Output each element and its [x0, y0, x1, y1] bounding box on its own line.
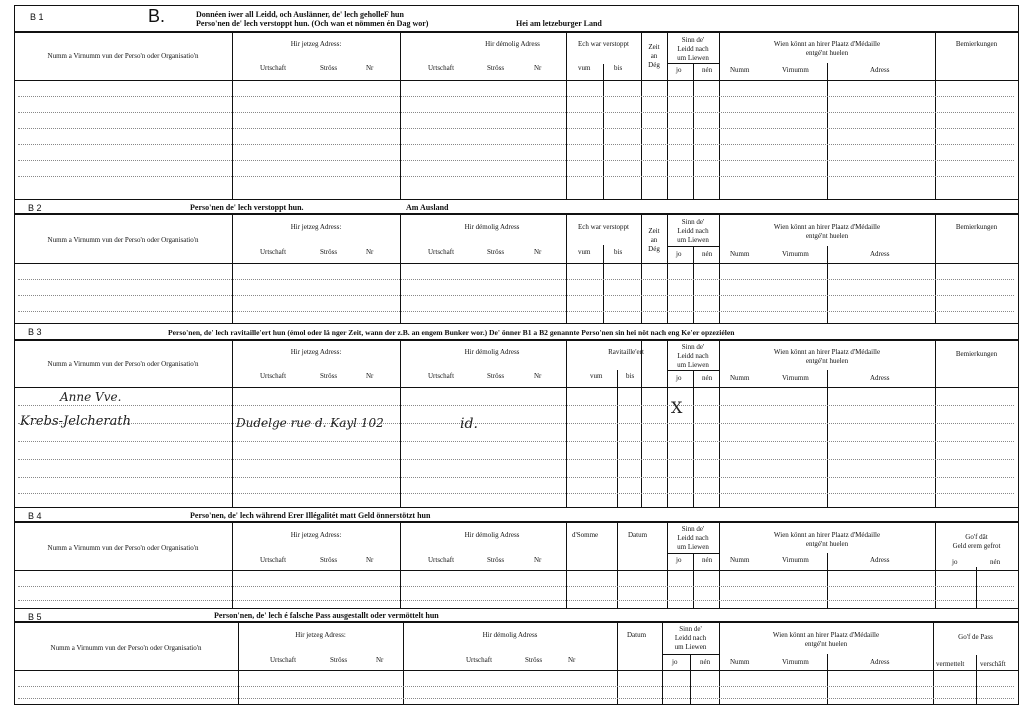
table-rule — [976, 655, 977, 704]
table-rule — [690, 654, 691, 704]
table-rule — [617, 370, 618, 507]
column-header-label: an — [650, 236, 658, 244]
table-rule — [18, 295, 1014, 296]
column-header-label: Go'f de Pass — [958, 633, 993, 641]
column-header-label: vum — [578, 248, 591, 256]
b4-title: Perso'nen, de' lech während Erer Illégalitét matt Geld önnerstötzt hun — [190, 511, 431, 520]
table-rule — [18, 459, 1014, 460]
column-header-label: Datum — [627, 631, 647, 639]
column-header-label: vermettelt — [936, 660, 965, 668]
column-header-label: nén — [702, 66, 713, 74]
column-header-label: Sinn de' — [681, 343, 705, 351]
column-header-label: Leidd nach — [677, 534, 709, 542]
column-header-label: Hir démolig Adress — [464, 348, 520, 356]
handwritten-name-line1: Anne Vve. — [60, 390, 122, 404]
column-header-label: nén — [702, 556, 713, 564]
column-header-label: Nr — [376, 656, 384, 664]
column-header-label: Nr — [366, 64, 374, 72]
b1-col-name: Numm a Virnumm vun der Perso'n oder Organisatio'n — [47, 52, 199, 60]
column-header-label: verschâft — [980, 660, 1006, 668]
column-header-label: bis — [626, 372, 635, 380]
column-header-label: Virnumm — [782, 250, 809, 258]
column-header-label: Urtschaft — [270, 656, 297, 664]
column-header-label: Numm a Virnumm vun der Perso'n oder Organisatio'n — [47, 360, 199, 368]
column-header-label: Ströss — [487, 556, 505, 564]
column-header-label: Ströss — [320, 248, 338, 256]
table-rule — [18, 96, 1014, 97]
column-header-label: Virnumm — [782, 66, 809, 74]
b3-title: Perso'nen, de' lech ravitaille'ert hun (émol oder lä nger Zeit, wann der z.B. an engem Bunker wor.) De' önner B1 a B2 genannte Perso'nen sin hei nöt nach eng Ke'er opzeziélen — [168, 328, 735, 337]
column-header-label: Bemierkungen — [955, 223, 998, 231]
b5-code: B 5 — [28, 612, 42, 622]
column-header-label: Urtschaft — [260, 248, 287, 256]
column-header-label: Ströss — [320, 556, 338, 564]
column-header-label: Numm — [730, 250, 750, 258]
table-rule — [18, 600, 1014, 601]
column-header-label: Numm a Virnumm vun der Perso'n oder Organisatio'n — [47, 236, 199, 244]
b3-code: B 3 — [28, 327, 42, 337]
table-rule — [14, 80, 1018, 81]
b5-title: Person'nen, de' lech é falsche Pass ausgestallt oder vermöttelt hun — [214, 611, 439, 620]
column-header-label: Nr — [534, 372, 542, 380]
column-header-label: um Liewen — [677, 54, 709, 62]
column-header-label: Urtschaft — [428, 372, 455, 380]
table-rule — [827, 370, 828, 507]
column-header-label: Hir démolig Adress — [482, 631, 538, 639]
column-header-label: Adress — [870, 556, 890, 564]
b4-code: B 4 — [28, 511, 42, 521]
column-header-label: nén — [700, 658, 711, 666]
table-rule — [18, 311, 1014, 312]
table-rule — [18, 477, 1014, 478]
column-header-label: Hir démolig Adress — [464, 531, 520, 539]
column-header-label: entgé'nt huelen — [804, 640, 848, 648]
column-header-label: Adress — [870, 374, 890, 382]
table-rule — [14, 570, 1018, 571]
column-header-label: Numm a Virnumm vun der Perso'n oder Organisatio'n — [50, 644, 202, 652]
column-header-label: bis — [614, 248, 623, 256]
column-header-label: Numm — [730, 374, 750, 382]
column-header-label: Urtschaft — [260, 372, 287, 380]
column-header-label: Nr — [366, 556, 374, 564]
column-header-label: Go'f dât — [965, 533, 988, 541]
column-header-label: d'Somme — [572, 531, 599, 539]
column-header-label: Hir jetzeg Adress: — [290, 348, 342, 356]
column-header-label: Numm — [730, 66, 750, 74]
column-header-label: Sinn de' — [679, 625, 702, 633]
column-header-label: jo — [676, 66, 682, 74]
column-header-label: Wien könnt an hirer Plaatz d'Médaille — [772, 631, 880, 639]
frame-bottom — [14, 704, 1018, 705]
table-rule — [14, 387, 1018, 388]
column-header-label: Leidd nach — [677, 227, 709, 235]
column-header-label: nén — [990, 558, 1001, 566]
column-header-label: Virnumm — [782, 556, 809, 564]
b2-code: B 2 — [28, 203, 42, 213]
column-header-label: Ströss — [330, 656, 348, 664]
column-header-label: Urtschaft — [260, 64, 287, 72]
column-header-label: Nr — [534, 248, 542, 256]
frame-left — [14, 5, 15, 705]
column-header-label: um Liewen — [677, 361, 709, 369]
b2-title-1: Perso'nen de' lech verstoppt hun. — [190, 203, 304, 212]
b1-title-1: Donnéen iwer all Leidd, och Auslänner, de' lech geholleF hun — [196, 10, 404, 19]
column-header-label: Hir jetzeg Adress: — [295, 631, 346, 639]
handwritten-mark: X — [671, 398, 683, 417]
column-header-label: entgé'nt huelen — [805, 49, 849, 57]
column-header-label: Leidd nach — [677, 352, 709, 360]
b2-title-2: Am Ausland — [406, 203, 449, 212]
column-header-label: Bemierkungen — [955, 40, 998, 48]
column-header-label: Hir jetzeg Adress: — [290, 223, 342, 231]
b1-col-jetzeg: Hir jetzeg Adress: — [290, 40, 342, 48]
column-header-label: Urtschaft — [260, 556, 287, 564]
column-header-label: Nr — [568, 656, 576, 664]
column-header-label: Numm a Virnumm vun der Perso'n oder Organisatio'n — [47, 544, 199, 552]
table-rule — [18, 586, 1014, 587]
b1-rule — [14, 31, 1018, 33]
column-header-label: Hir jetzeg Adress: — [290, 531, 342, 539]
table-rule — [18, 686, 1014, 687]
frame-right — [1018, 5, 1019, 705]
column-header-label: um Liewen — [677, 543, 709, 551]
column-header-label: jo — [676, 250, 682, 258]
table-rule — [18, 423, 1014, 424]
table-rule — [18, 493, 1014, 494]
column-header-label: Urtschaft — [428, 556, 455, 564]
table-rule — [14, 521, 1018, 523]
column-header-label: an — [650, 52, 658, 60]
table-rule — [827, 63, 828, 199]
column-header-label: Bemierkungen — [955, 350, 998, 358]
column-header-label: Ströss — [487, 248, 505, 256]
table-rule — [935, 32, 936, 199]
table-rule — [18, 405, 1014, 406]
column-header-label: Geld erem gefrot — [952, 542, 1001, 550]
table-rule — [667, 553, 719, 554]
table-rule — [667, 370, 719, 371]
column-header-label: Ströss — [487, 372, 505, 380]
column-header-label: Nr — [534, 556, 542, 564]
handwritten-id: id. — [460, 416, 478, 432]
b1-code: B 1 — [30, 12, 44, 22]
table-rule — [827, 654, 828, 704]
table-rule — [18, 279, 1014, 280]
column-header-label: Leidd nach — [677, 45, 709, 53]
column-header-label: Ströss — [320, 64, 338, 72]
column-header-label: Sinn de' — [681, 218, 705, 226]
column-header-label: Wien könnt an hirer Plaatz d'Médaille — [773, 40, 881, 48]
table-rule — [693, 370, 694, 507]
column-header-label: Ströss — [487, 64, 505, 72]
column-header-label: Virnumm — [782, 374, 809, 382]
column-header-label: Numm — [730, 556, 750, 564]
column-header-label: jo — [676, 374, 682, 382]
column-header-label: Wien könnt an hirer Plaatz d'Médaille — [773, 531, 881, 539]
column-header-label: Datum — [628, 531, 648, 539]
table-rule — [667, 246, 719, 247]
table-rule — [566, 32, 567, 199]
table-rule — [14, 199, 1018, 200]
table-rule — [14, 670, 1018, 671]
column-header-label: Zeit — [648, 43, 660, 51]
table-rule — [14, 263, 1018, 264]
column-header-label: Virnumm — [782, 658, 809, 666]
column-header-label: entgé'nt huelen — [805, 232, 849, 240]
table-rule — [693, 63, 694, 199]
column-header-label: Ravitaille'ert — [608, 348, 644, 356]
column-header-label: entgé'nt huelen — [805, 357, 849, 365]
column-header-label: Wien könnt an hirer Plaatz d'Médaille — [773, 223, 881, 231]
table-rule — [14, 621, 1018, 623]
column-header-label: Wien könnt an hirer Plaatz d'Médaille — [773, 348, 881, 356]
b1-title-3: Hei am letzeburger Land — [516, 19, 602, 28]
table-rule — [14, 507, 1018, 508]
column-header-label: Sinn de' — [681, 525, 705, 533]
column-header-label: Ech war verstoppt — [578, 223, 629, 231]
column-header-label: Hir démolig Adress — [464, 223, 520, 231]
column-header-label: jo — [672, 658, 678, 666]
table-rule — [400, 32, 401, 199]
column-header-label: Zeit — [648, 227, 660, 235]
column-header-label: Ströss — [320, 372, 338, 380]
column-header-label: Urtschaft — [466, 656, 493, 664]
table-rule — [662, 654, 719, 655]
b1-col-demolig: Hir démolig Adress — [485, 40, 540, 48]
column-header-label: vum — [578, 64, 591, 72]
column-header-label: Adress — [870, 250, 890, 258]
column-header-label: Nr — [534, 64, 542, 72]
column-header-label: Ech war verstoppt — [578, 40, 629, 48]
b1-title-2: Perso'nen de' lech verstoppt hun. (Och wan et nömmen én Dag wor) — [196, 19, 429, 28]
table-rule — [14, 213, 1018, 215]
column-header-label: Nr — [366, 248, 374, 256]
b1-letter: B. — [148, 6, 166, 26]
table-rule — [232, 32, 233, 199]
table-rule — [18, 160, 1014, 161]
column-header-label: Sinn de' — [681, 36, 705, 44]
column-header-label: Ströss — [525, 656, 543, 664]
column-header-label: jo — [952, 558, 958, 566]
column-header-label: entgé'nt huelen — [805, 540, 849, 548]
column-header-label: bis — [614, 64, 623, 72]
table-rule — [719, 32, 720, 199]
column-header-label: Adress — [870, 66, 890, 74]
table-rule — [603, 64, 604, 199]
column-header-label: nén — [702, 374, 713, 382]
column-header-label: vum — [590, 372, 603, 380]
column-header-label: Nr — [366, 372, 374, 380]
column-header-label: jo — [676, 556, 682, 564]
column-header-label: Urtschaft — [428, 64, 455, 72]
handwritten-address: Dudelge rue d. Kayl 102 — [236, 416, 384, 430]
table-rule — [14, 339, 1018, 341]
table-rule — [18, 112, 1014, 113]
table-rule — [667, 63, 719, 64]
table-rule — [14, 608, 1018, 609]
table-rule — [18, 144, 1014, 145]
column-header-label: Urtschaft — [428, 248, 455, 256]
table-rule — [18, 176, 1014, 177]
table-rule — [18, 441, 1014, 442]
column-header-label: nén — [702, 250, 713, 258]
column-header-label: Dég — [648, 245, 660, 253]
table-rule — [14, 323, 1018, 324]
column-header-label: um Liewen — [674, 643, 707, 651]
column-header-label: Numm — [730, 658, 750, 666]
table-rule — [18, 128, 1014, 129]
table-rule — [18, 698, 1014, 699]
column-header-label: Dég — [648, 61, 660, 69]
table-rule — [617, 622, 618, 704]
column-header-label: Leidd nach — [674, 634, 707, 642]
column-header-label: Adress — [870, 658, 890, 666]
handwritten-name-line2: Krebs-Jelcherath — [20, 414, 131, 429]
table-rule — [976, 567, 977, 608]
table-rule — [617, 522, 618, 608]
column-header-label: um Liewen — [677, 236, 709, 244]
